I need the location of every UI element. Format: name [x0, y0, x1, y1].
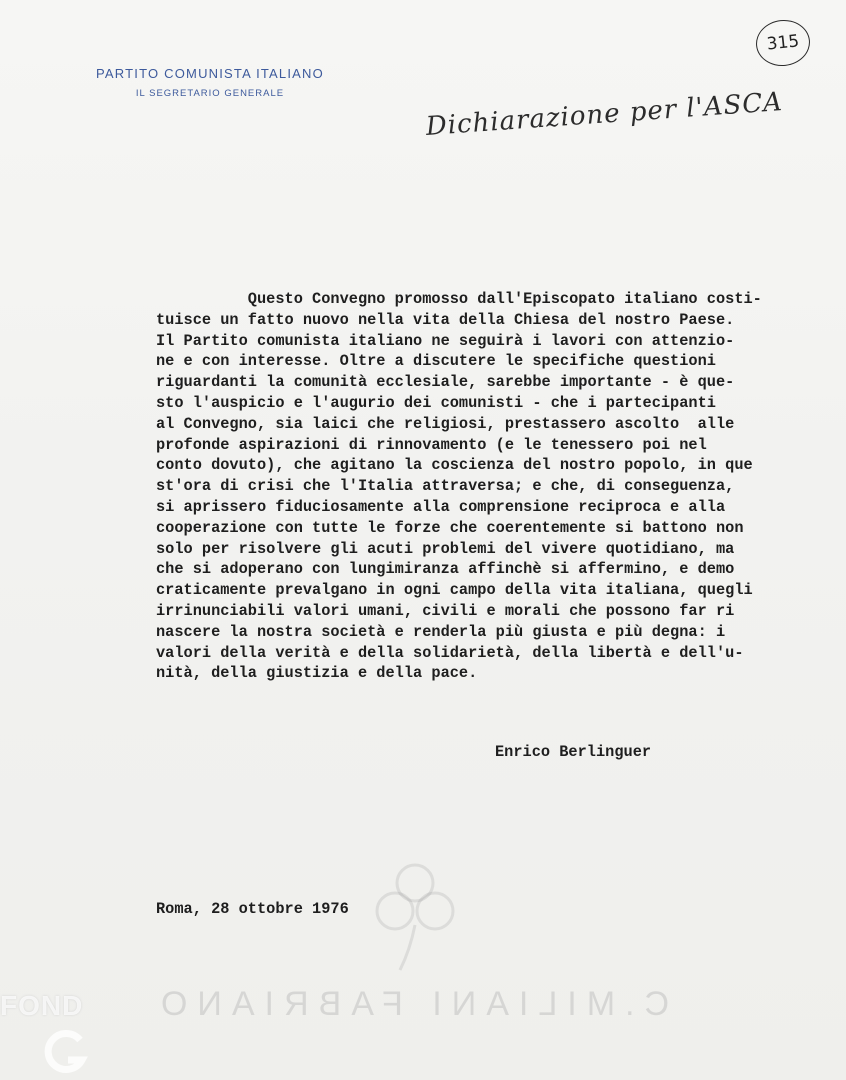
- body-line: al Convegno, sia laici che religiosi, prestassero ascolto alle: [156, 414, 735, 433]
- body-line: sto l'auspicio e l'augurio dei comunisti - che i partecipanti: [156, 393, 716, 412]
- body-line: riguardanti la comunità ecclesiale, sarebbe importante - è que-: [156, 373, 735, 392]
- page-number-circled: 315: [754, 17, 813, 68]
- signature: Enrico Berlinguer: [495, 743, 652, 761]
- body-line: cooperazione con tutte le forze che coerentemente si battono non: [156, 518, 744, 537]
- body-line: solo per risolvere gli acuti problemi del vivere quotidiano, ma: [156, 539, 735, 558]
- body-line: craticamente prevalgano in ogni campo della vita italiana, quegli: [156, 581, 753, 600]
- clover-watermark-icon: [370, 855, 460, 975]
- letterhead: [80, 66, 340, 99]
- body-line: profonde aspirazioni di rinnovamento (e le tenessero poi nel: [156, 435, 707, 454]
- body-line: che si adoperano con lungimiranza affinchè si affermino, e demo: [156, 560, 735, 579]
- body-line: ne e con interesse. Oltre a discutere le specifiche questioni: [156, 352, 716, 371]
- body-line: valori della verità e della solidarietà, della libertà e dell'u-: [156, 643, 744, 662]
- letterhead-role: IL SEGRETARIO GENERALE: [135, 88, 285, 99]
- letter-body: [156, 289, 796, 684]
- body-line: si aprissero fiduciosamente alla comprensione reciproca e alla: [156, 497, 726, 516]
- archive-logo-icon: [40, 1030, 88, 1074]
- body-line: Questo Convegno promosso dall'Episcopato italiano costi-: [156, 290, 762, 308]
- body-line: st'ora di crisi che l'Italia attraversa; e che, di conseguenza,: [156, 477, 735, 496]
- body-line: nascere la nostra società e renderla più giusta e più degna: i: [156, 622, 726, 641]
- body-line: nità, della giustizia e della pace.: [156, 664, 478, 683]
- body-line: conto dovuto), che agitano la coscienza del nostro popolo, in que: [156, 456, 753, 475]
- body-line: irrinunciabili valori umani, civili e morali che possono far ri: [156, 601, 735, 620]
- handwritten-note: Dichiarazione per l'ASCA: [424, 87, 784, 142]
- place-date: Roma, 28 ottobre 1976: [156, 900, 349, 918]
- letterhead-party: PARTITO COMUNISTA ITALIANO: [96, 66, 324, 81]
- body-line: Il Partito comunista italiano ne seguirà i lavori con attenzio-: [156, 331, 735, 350]
- body-line: tuisce un fatto nuovo nella vita della Chiesa del nostro Paese.: [156, 310, 735, 329]
- archive-watermark: FOND: [0, 990, 84, 1021]
- paper-mill-watermark: C.MILIANI FABRIANO: [150, 985, 670, 1023]
